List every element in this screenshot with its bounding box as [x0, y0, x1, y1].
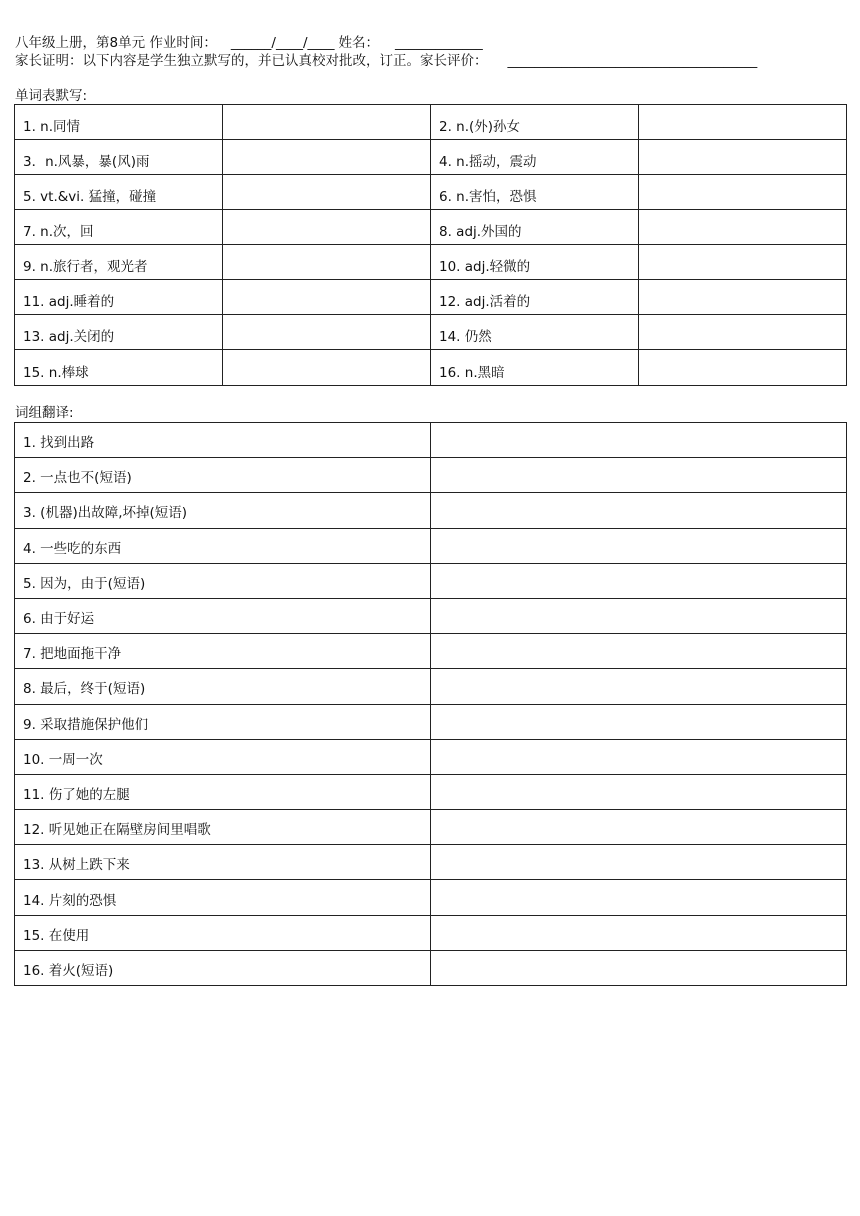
table-row [15, 175, 847, 210]
table-row [15, 704, 847, 739]
vocab-answer-cell[interactable] [223, 175, 431, 210]
phrase-prompt: 3. (机器)出故障,坏掉(短语) [15, 493, 431, 528]
table-row [15, 210, 847, 245]
table-row [15, 493, 847, 528]
vocab-answer-cell[interactable] [639, 175, 847, 210]
vocab-prompt: 4. n.摇动，震动 [431, 140, 639, 175]
phrase-prompt: 16. 着火(短语) [15, 950, 431, 985]
phrase-prompt: 14. 片刻的恐惧 [15, 880, 431, 915]
table-row [15, 315, 847, 350]
phrase-prompt: 10. 一周一次 [15, 739, 431, 774]
vocab-answer-cell[interactable] [639, 350, 847, 386]
phrase-prompt: 15. 在使用 [15, 915, 431, 950]
table-row [15, 634, 847, 669]
phrase-answer-cell[interactable] [431, 950, 847, 985]
vocab-answer-cell[interactable] [639, 210, 847, 245]
table-row [15, 739, 847, 774]
phrase-answer-cell[interactable] [431, 669, 847, 704]
phrase-answer-cell[interactable] [431, 845, 847, 880]
phrase-prompt: 11. 伤了她的左腿 [15, 774, 431, 809]
phrase-prompt: 1. 找到出路 [15, 423, 431, 458]
table-row [15, 140, 847, 175]
name-label: 姓名： [338, 35, 379, 51]
phrase-prompt: 9. 采取措施保护他们 [15, 704, 431, 739]
vocab-prompt: 9. n.旅行者，观光者 [15, 245, 223, 280]
vocab-prompt: 12. adj.活着的 [431, 280, 639, 315]
phrase-answer-cell[interactable] [431, 915, 847, 950]
vocab-section-label: 单词表默写: [15, 88, 88, 104]
table-row [15, 280, 847, 315]
table-row [15, 598, 847, 633]
table-row [15, 810, 847, 845]
vocab-prompt: 1. n.同情 [15, 105, 223, 140]
vocab-prompt: 10. adj.轻微的 [431, 245, 639, 280]
table-row [15, 774, 847, 809]
vocab-prompt: 11. adj.睡着的 [15, 280, 223, 315]
vocab-answer-cell[interactable] [223, 105, 431, 140]
vocab-prompt: 7. n.次，回 [15, 210, 223, 245]
table-row [15, 105, 847, 140]
vocab-answer-cell[interactable] [223, 280, 431, 315]
header-line-2 [15, 52, 757, 70]
course-and-time-label: 八年级上册，第8单元 作业时间： [15, 35, 217, 51]
phrase-prompt: 6. 由于好运 [15, 598, 431, 633]
phrase-answer-cell[interactable] [431, 493, 847, 528]
phrase-answer-cell[interactable] [431, 739, 847, 774]
vocab-answer-cell[interactable] [223, 245, 431, 280]
phrase-prompt: 5. 因为，由于(短语) [15, 563, 431, 598]
vocab-prompt: 5. vt.&vi. 猛撞，碰撞 [15, 175, 223, 210]
phrase-table [14, 422, 847, 986]
phrase-prompt: 12. 听见她正在隔壁房间里唱歌 [15, 810, 431, 845]
vocab-prompt: 14. 仍然 [431, 315, 639, 350]
table-row [15, 563, 847, 598]
table-row [15, 915, 847, 950]
table-row [15, 845, 847, 880]
phrase-prompt: 2. 一点也不(短语) [15, 458, 431, 493]
table-row [15, 528, 847, 563]
vocab-prompt: 3．n.风暴，暴(风)雨 [15, 140, 223, 175]
vocab-answer-cell[interactable] [223, 140, 431, 175]
vocab-answer-cell[interactable] [223, 315, 431, 350]
table-row [15, 458, 847, 493]
phrase-prompt: 8. 最后，终于(短语) [15, 669, 431, 704]
vocab-prompt: 16. n.黑暗 [431, 350, 639, 386]
phrase-answer-cell[interactable] [431, 458, 847, 493]
phrase-answer-cell[interactable] [431, 880, 847, 915]
vocab-table [14, 104, 847, 386]
phrase-answer-cell[interactable] [431, 563, 847, 598]
vocab-answer-cell[interactable] [639, 140, 847, 175]
vocab-prompt: 15. n.棒球 [15, 350, 223, 386]
phrase-answer-cell[interactable] [431, 528, 847, 563]
vocab-answer-cell[interactable] [639, 315, 847, 350]
phrase-section-label: 词组翻译: [15, 405, 74, 421]
phrase-answer-cell[interactable] [431, 774, 847, 809]
vocab-answer-cell[interactable] [223, 350, 431, 386]
phrase-answer-cell[interactable] [431, 704, 847, 739]
vocab-prompt: 2. n.(外)孙女 [431, 105, 639, 140]
phrase-prompt: 7. 把地面拖干净 [15, 634, 431, 669]
vocab-answer-cell[interactable] [639, 105, 847, 140]
table-row [15, 245, 847, 280]
table-row [15, 950, 847, 985]
phrase-answer-cell[interactable] [431, 810, 847, 845]
phrase-answer-cell[interactable] [431, 634, 847, 669]
table-row [15, 423, 847, 458]
name-blank[interactable]: _____________ [395, 35, 483, 51]
phrase-answer-cell[interactable] [431, 423, 847, 458]
parent-rating-blank[interactable]: _____________________________________ [507, 53, 758, 69]
table-row [15, 880, 847, 915]
phrase-prompt: 4. 一些吃的东西 [15, 528, 431, 563]
vocab-prompt: 8. adj.外国的 [431, 210, 639, 245]
table-row [15, 350, 847, 386]
parent-statement: 家长证明：以下内容是学生独立默写的，并已认真校对批改，订正。家长评价： [15, 53, 488, 69]
vocab-prompt: 13. adj.关闭的 [15, 315, 223, 350]
vocab-answer-cell[interactable] [639, 245, 847, 280]
phrase-answer-cell[interactable] [431, 598, 847, 633]
date-blank[interactable]: ______/____/____ [230, 35, 335, 51]
header-line-1 [15, 34, 483, 52]
table-row [15, 669, 847, 704]
vocab-answer-cell[interactable] [223, 210, 431, 245]
vocab-prompt: 6. n.害怕，恐惧 [431, 175, 639, 210]
phrase-prompt: 13. 从树上跌下来 [15, 845, 431, 880]
vocab-answer-cell[interactable] [639, 280, 847, 315]
